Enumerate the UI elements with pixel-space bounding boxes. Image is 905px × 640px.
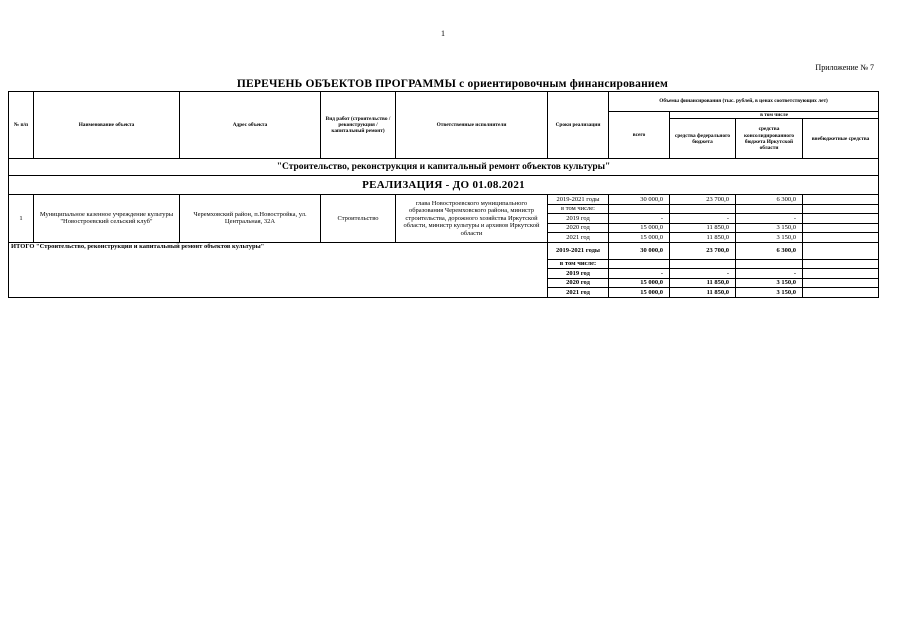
federal-cell: 11 850,0	[670, 278, 736, 288]
regional-cell: 3 150,0	[736, 288, 803, 298]
header-terms: Сроки реализации	[548, 92, 609, 159]
page-number: 1	[441, 29, 445, 38]
object-num: 1	[9, 195, 34, 243]
total-cell	[609, 259, 670, 269]
header-federal: средства федерального бюджета	[670, 119, 736, 159]
extra-cell	[803, 223, 879, 233]
regional-cell: -	[736, 269, 803, 279]
federal-cell: -	[670, 214, 736, 224]
period-cell: 2020 год	[548, 278, 609, 288]
total-row	[9, 242, 879, 259]
total-cell: 30 000,0	[609, 195, 670, 205]
header-num: № п/п	[9, 92, 34, 159]
period-cell: 2021 год	[548, 288, 609, 298]
object-address: Черемховский район, п.Новостройка, ул. Центральная, 32А	[180, 195, 321, 243]
regional-cell: 6 300,0	[736, 195, 803, 205]
federal-cell: 23 700,0	[670, 242, 736, 259]
federal-cell	[670, 259, 736, 269]
extra-cell	[803, 233, 879, 243]
total-cell: -	[609, 214, 670, 224]
header-funding: Объемы финансирования (тыс. рублей, в ценах соответствующих лет)	[609, 92, 879, 112]
period-cell: 2019 год	[548, 269, 609, 279]
header-responsible: Ответственные исполнители	[396, 92, 548, 159]
extra-cell	[803, 214, 879, 224]
extra-cell	[803, 259, 879, 269]
federal-cell: 11 850,0	[670, 223, 736, 233]
extra-cell	[803, 195, 879, 205]
regional-cell: 6 300,0	[736, 242, 803, 259]
period-cell: 2020 год	[548, 223, 609, 233]
total-cell: 30 000,0	[609, 242, 670, 259]
federal-cell: -	[670, 269, 736, 279]
federal-cell	[670, 204, 736, 214]
header-including: в том числе	[670, 112, 879, 119]
page-title: ПЕРЕЧЕНЬ ОБЪЕКТОВ ПРОГРАММЫ с ориентировочным финансированием	[236, 78, 669, 90]
header-extra: внебюджетные средства	[803, 119, 879, 159]
object-responsible: глава Новостроевского муниципального образования Черемховского района, министр строительства, дорожного хозяйства Иркутской области, министр культуры и архивов Иркутской области	[396, 195, 548, 243]
total-cell: -	[609, 269, 670, 279]
extra-cell	[803, 204, 879, 214]
period-cell: 2019 год	[548, 214, 609, 224]
extra-cell	[803, 269, 879, 279]
extra-cell	[803, 288, 879, 298]
header-name: Наименование объекта	[34, 92, 180, 159]
federal-cell: 11 850,0	[670, 288, 736, 298]
total-cell: 15 000,0	[609, 278, 670, 288]
regional-cell: -	[736, 214, 803, 224]
period-cell: в том числе:	[548, 259, 609, 269]
period-cell: 2021 год	[548, 233, 609, 243]
regional-cell	[736, 259, 803, 269]
federal-cell: 11 850,0	[670, 233, 736, 243]
object-work-type: Строительство	[321, 195, 396, 243]
regional-cell	[736, 204, 803, 214]
table-row	[9, 195, 879, 205]
header-address: Адрес объекта	[180, 92, 321, 159]
appendix-label: Приложение № 7	[815, 63, 874, 72]
regional-cell: 3 150,0	[736, 278, 803, 288]
total-cell: 15 000,0	[609, 233, 670, 243]
section-title: "Строительство, реконструкция и капитальный ремонт объектов культуры"	[9, 159, 879, 176]
total-cell	[609, 204, 670, 214]
total-cell: 15 000,0	[609, 223, 670, 233]
header-total: всего	[609, 112, 670, 159]
object-name: Муниципальное казенное учреждение культуры "Новостроевский сельский клуб"	[34, 195, 180, 243]
objects-table	[8, 91, 879, 298]
extra-cell	[803, 278, 879, 288]
header-regional: средства консолидированного бюджета Иркутской области	[736, 119, 803, 159]
subsection-title: РЕАЛИЗАЦИЯ - ДО 01.08.2021	[9, 176, 879, 195]
extra-cell	[803, 242, 879, 259]
period-cell: 2019-2021 годы	[548, 195, 609, 205]
regional-cell: 3 150,0	[736, 223, 803, 233]
total-cell: 15 000,0	[609, 288, 670, 298]
regional-cell: 3 150,0	[736, 233, 803, 243]
header-work-type: Вид работ (строительство /реконструкция /капитальный ремонт)	[321, 92, 396, 159]
total-label: ИТОГО "Строительство, реконструкция и капитальный ремонт объектов культуры"	[9, 242, 548, 297]
federal-cell: 23 700,0	[670, 195, 736, 205]
period-cell: в том числе:	[548, 204, 609, 214]
period-cell: 2019-2021 годы	[548, 242, 609, 259]
